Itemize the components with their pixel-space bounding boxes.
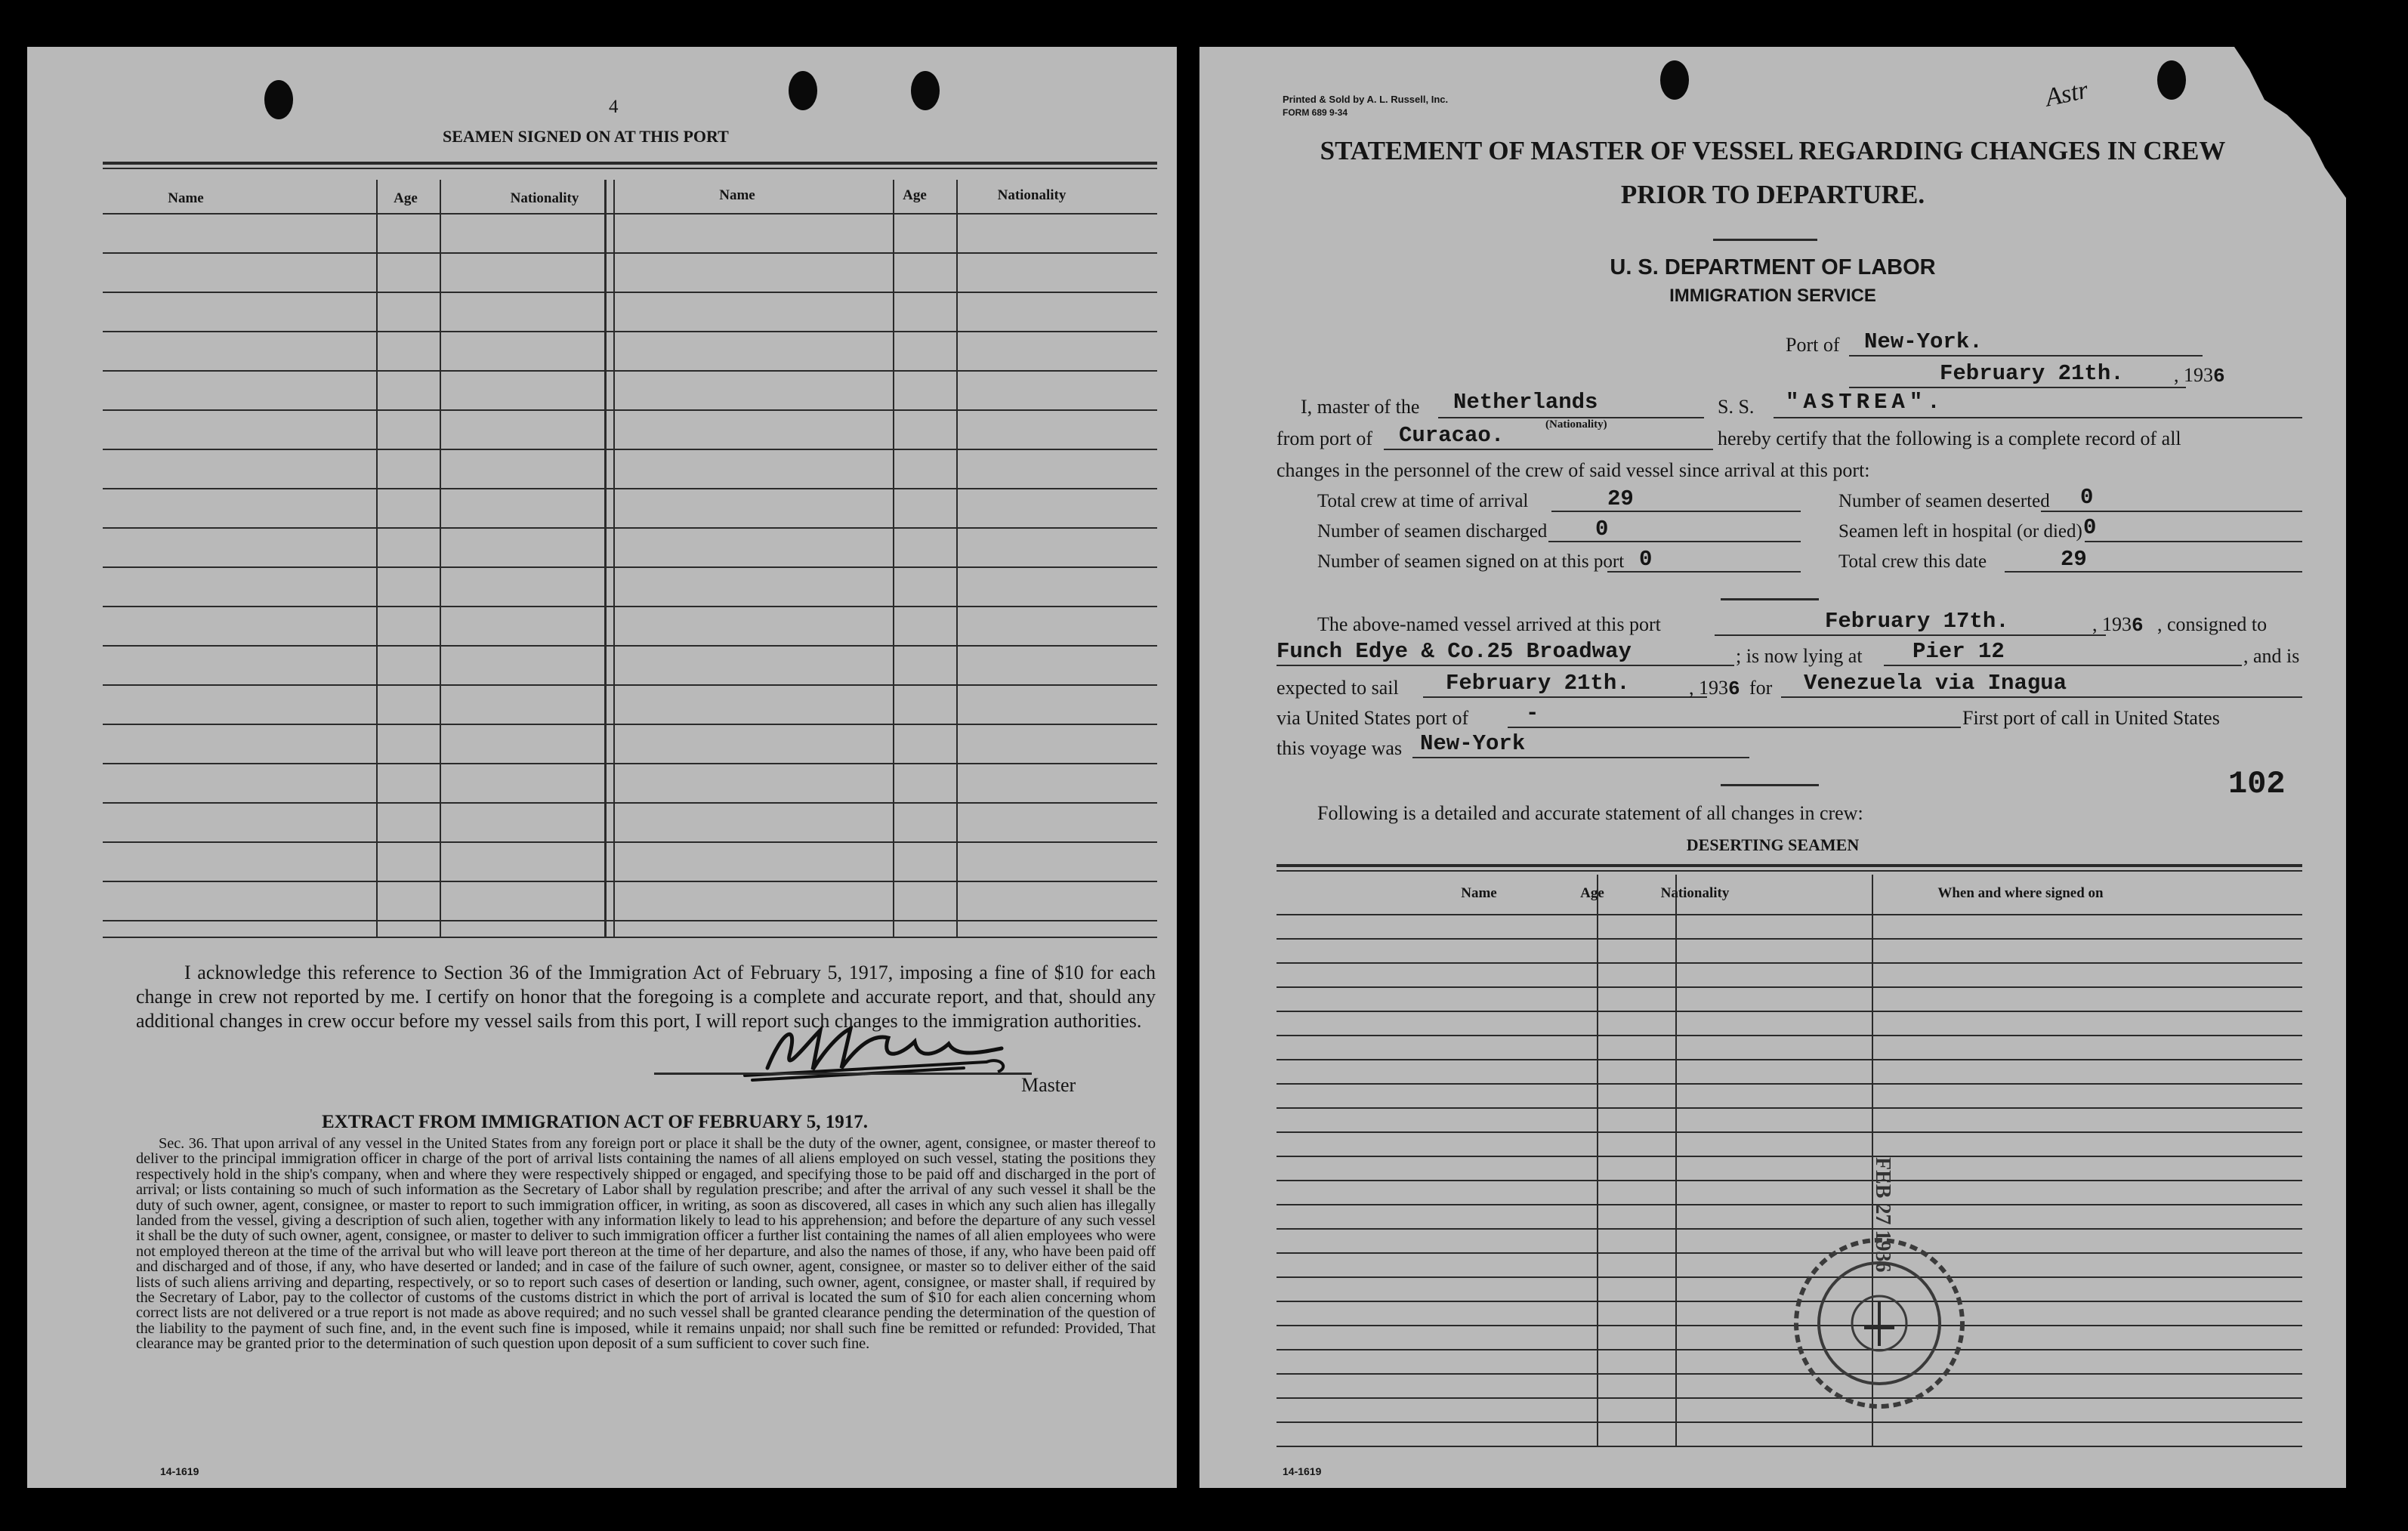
table-row-line	[103, 841, 1157, 843]
destination-value: Venezuela via Inagua	[1804, 671, 2067, 696]
table-top-rule	[103, 162, 1157, 165]
hospital-value: 0	[2083, 515, 2097, 540]
arrived-value: February 17th.	[1825, 609, 2009, 634]
expected-label: expected to sail	[1277, 677, 1399, 699]
via-value: -	[1526, 701, 1539, 726]
column-header-nationality-2: Nationality	[997, 187, 1067, 203]
table-row-line	[1277, 1083, 2302, 1085]
table-row-line	[103, 763, 1157, 764]
table-row-line	[1277, 1011, 2302, 1012]
date-stamp: FEB 27 1936	[1871, 1157, 1894, 1273]
via-line	[1508, 727, 1961, 728]
total-date-line	[2005, 571, 2302, 573]
discharged-label: Number of seamen discharged	[1317, 521, 1548, 542]
deserted-value: 0	[2080, 485, 2094, 510]
discharged-value: 0	[1595, 517, 1609, 542]
printer-line: Printed & Sold by A. L. Russell, Inc.	[1283, 94, 1449, 105]
and-is-label: , and is	[2243, 645, 2300, 667]
table-row-line	[103, 527, 1157, 529]
table-column-divider	[376, 180, 378, 937]
table-row-line	[1277, 914, 2302, 915]
total-arrival-label: Total crew at time of arrival	[1317, 491, 1529, 511]
first-call-label: First port of call in United States	[1962, 707, 2220, 729]
table-row-line	[1277, 1228, 2302, 1230]
deserted-label: Number of seamen deserted	[1838, 491, 2050, 511]
pier-value: Pier 12	[1913, 639, 2005, 664]
table-row-line	[1277, 1421, 2302, 1423]
extract-text: Sec. 36. That upon arrival of any vessel in the United States from any foreign port or place it shall be the duty of the owner, agent, consignee, or master thereof to deliver to the principal immigration officer in charge of the port of arrival lists containing the names of all aliens employed on such vessel, stating the positions they respectively hold in the ship's company, when and where they were respectively shipped or engaged, and specifying those to be paid off and discharged in the port of arrival; or lists containing so much of such information as the Secretary of Labor shall by regulation prescribe; and after the arrival of any such vessel it shall be the duty of such owner, agent, consignee, or master to report to such immigration officer, in writing, as soon as discovered, all cases in which any such alien has illegally landed from the vessel, giving a description of such alien, together with any information likely to lead to his apprehension; and before the departure of any such vessel it shall be the duty of such owner, agent, consignee, or master to deliver to such immigration officer a further list containing the names of all alien employees who were not employed thereon at the time of the arrival but who will leave port thereon at the time of her departure, and also the names of those, if any, who have been paid off and discharged and of those, if any, who have deserted or landed; and in case of the failure of such owner, agent, consignee, or master so to deliver either of the said lists of such aliens arriving and departing, respectively, or so to report such cases of desertion or landing, such owner, agent, consignee, or master shall, if required by the Secretary of Labor, pay to the collector of customs of the customs district in which the port of arrival is located the sum of $10 for each alien concerning whom correct lists are not delivered or a true report is not made as above required; and no such vessel shall be granted clearance pending the determination of the question of the liability to the payment of such fine, and, in the event such fine is imposed, while it remains unpaid; nor shall such fine be remitted or refunded: Provided, That clearance may be granted prior to the determination of such question upon deposit of a sum sufficient to cover such fine.	[136, 1135, 1156, 1353]
punch-hole	[264, 80, 293, 119]
table-row-line	[103, 292, 1157, 293]
deserted-line	[2041, 511, 2302, 512]
total-date-label: Total crew this date	[1838, 551, 1987, 572]
arrived-line	[1715, 634, 2106, 636]
table-row-line	[1277, 1180, 2302, 1181]
table-row-line	[103, 802, 1157, 804]
left-page	[27, 47, 1177, 1488]
table-row-line	[103, 920, 1157, 921]
for-label: for	[1749, 677, 1773, 699]
arrived-label: The above-named vessel arrived at this port	[1317, 613, 1661, 635]
column-header-age-2: Age	[903, 187, 927, 203]
signature-label: Master	[1021, 1074, 1076, 1096]
column-header-name-2: Name	[719, 187, 755, 203]
section-title: SEAMEN SIGNED ON AT THIS PORT	[443, 127, 729, 146]
table-row-line	[1277, 938, 2302, 940]
vessel-field-line	[1774, 417, 2302, 418]
table-row-line	[103, 409, 1157, 411]
date-year: , 1936	[2174, 364, 2225, 387]
master-label: I, master of the	[1301, 396, 1420, 418]
consignee-value: Funch Edye & Co.25 Broadway	[1277, 639, 1632, 664]
table-column-divider	[604, 180, 607, 937]
punch-hole	[1660, 60, 1689, 100]
table-row-line	[1277, 1059, 2302, 1060]
table-column-divider	[1675, 875, 1677, 1447]
table-row-line	[103, 252, 1157, 254]
arrived-year: , 1936	[2092, 613, 2144, 637]
acknowledgement-text: I acknowledge this reference to Section 36 of the Immigration Act of February 5, 1917, imposing a fine of $10 for each change in crew not reported by me. I certify on honor that the foregoing is a complete and accurate report, and that, should any additional changes in crew occur before my vessel sails from this port, I will report such changes to the immigration authorities.	[136, 962, 1156, 1032]
this-voyage-label: this voyage was	[1277, 737, 1403, 759]
divider	[1713, 239, 1817, 241]
total-date-value: 29	[2061, 547, 2087, 572]
table-row-line	[103, 331, 1157, 332]
certify-text-2: changes in the personnel of the crew of said vessel since arrival at this port:	[1277, 459, 1870, 481]
pier-line	[1884, 665, 2242, 666]
hospital-label: Seamen left in hospital (or died)	[1838, 521, 2082, 542]
column-header-age: Age	[1580, 885, 1604, 901]
signed-on-label: Number of seamen signed on at this port	[1317, 551, 1625, 572]
column-header-nationality: Nationality	[1660, 885, 1730, 901]
consigned-label: , consigned to	[2157, 613, 2268, 635]
from-port-label: from port of	[1277, 428, 1373, 449]
column-header-name: Name	[1461, 885, 1497, 901]
table-column-divider	[956, 180, 958, 937]
immigration-seal-stamp	[1789, 1233, 1970, 1414]
column-header-nationality: Nationality	[510, 190, 579, 206]
form-title-line-2: PRIOR TO DEPARTURE.	[1620, 180, 1925, 209]
first-call-line	[1412, 757, 1749, 758]
table-row-line	[1277, 1035, 2302, 1036]
table-row-line	[103, 684, 1157, 686]
port-value: New-York.	[1864, 329, 1983, 354]
form-number: FORM 689 9-34	[1283, 107, 1348, 118]
via-label: via United States port of	[1277, 707, 1469, 729]
table-column-divider	[613, 180, 615, 937]
table-row-line	[1277, 986, 2302, 988]
date-field-line	[1849, 387, 2186, 388]
table-row-line	[1277, 1156, 2302, 1157]
form-title-line-1: STATEMENT OF MASTER OF VESSEL REGARDING CHANGES IN CREW	[1320, 136, 2226, 165]
signed-on-value: 0	[1639, 547, 1653, 572]
nationality-value: Netherlands	[1453, 390, 1598, 415]
torn-corner	[2234, 47, 2346, 198]
column-header-signed-on: When and where signed on	[1937, 885, 2104, 901]
department-name: U. S. DEPARTMENT OF LABOR	[1610, 255, 1936, 279]
table-row-line	[103, 724, 1157, 725]
table-row-line	[103, 488, 1157, 489]
total-arrival-line	[1551, 511, 1801, 512]
signed-on-line	[1607, 571, 1801, 573]
table-top-rule	[1277, 864, 2302, 867]
consignee-line	[1277, 665, 1734, 666]
table-row-line	[1277, 962, 2302, 964]
table-column-divider	[893, 180, 894, 937]
table-row-line	[103, 881, 1157, 882]
table-row-line	[1277, 1204, 2302, 1205]
table-row-line	[103, 213, 1157, 215]
divider	[1721, 598, 1819, 600]
table-column-divider	[440, 180, 441, 937]
stamp-number: 102	[2228, 766, 2286, 802]
destination-line	[1781, 696, 2302, 698]
discharged-line	[1548, 541, 1801, 542]
form-code: 14-1619	[1283, 1465, 1322, 1477]
vessel-name: "ASTREA".	[1786, 390, 1945, 415]
sail-date-line	[1423, 696, 1707, 698]
table-top-rule	[1277, 870, 2302, 872]
divider	[1721, 784, 1819, 786]
table-row-line	[103, 606, 1157, 607]
table-column-divider	[1597, 875, 1598, 1447]
page-number: 4	[609, 97, 619, 117]
form-code: 14-1619	[160, 1465, 199, 1477]
table-row-line	[1277, 1107, 2302, 1109]
signature-line	[654, 1073, 1032, 1075]
column-header-age: Age	[394, 190, 418, 206]
ss-label: S. S.	[1718, 396, 1755, 418]
date-value: February 21th.	[1940, 361, 2124, 386]
sail-year: , 1936	[1689, 677, 1740, 700]
extract-title: EXTRACT FROM IMMIGRATION ACT OF FEBRUARY 5, 1917.	[322, 1112, 868, 1132]
column-header-name: Name	[168, 190, 204, 206]
sail-date-value: February 21th.	[1446, 671, 1630, 696]
table-row-line	[103, 370, 1157, 372]
lying-label: ; is now lying at	[1736, 645, 1863, 667]
handwritten-corner-note: Astr	[2042, 76, 2091, 113]
hospital-line	[2085, 541, 2302, 542]
total-arrival-value: 29	[1607, 486, 1634, 511]
from-port-value: Curacao.	[1399, 423, 1505, 448]
following-text: Following is a detailed and accurate statement of all changes in crew:	[1317, 802, 1863, 824]
table-row-line	[103, 645, 1157, 647]
table-bottom-rule	[103, 937, 1157, 938]
table-row-line	[103, 449, 1157, 450]
punch-hole	[2157, 60, 2186, 100]
table-row-line	[103, 566, 1157, 568]
from-port-field-line	[1384, 449, 1713, 450]
table-top-rule	[103, 168, 1157, 169]
nationality-caption: (Nationality)	[1545, 418, 1607, 431]
table-row-line	[1277, 1446, 2302, 1447]
service-name: IMMIGRATION SERVICE	[1669, 286, 1876, 306]
deserting-title: DESERTING SEAMEN	[1686, 835, 1860, 854]
first-call-value: New-York	[1420, 731, 1526, 756]
punch-hole	[789, 71, 817, 110]
punch-hole	[911, 71, 940, 110]
certify-text: hereby certify that the following is a complete record of all	[1718, 428, 2181, 449]
port-label: Port of	[1786, 334, 1840, 356]
port-field-line	[1849, 355, 2203, 357]
table-row-line	[1277, 1131, 2302, 1133]
right-page	[1199, 47, 2346, 1488]
